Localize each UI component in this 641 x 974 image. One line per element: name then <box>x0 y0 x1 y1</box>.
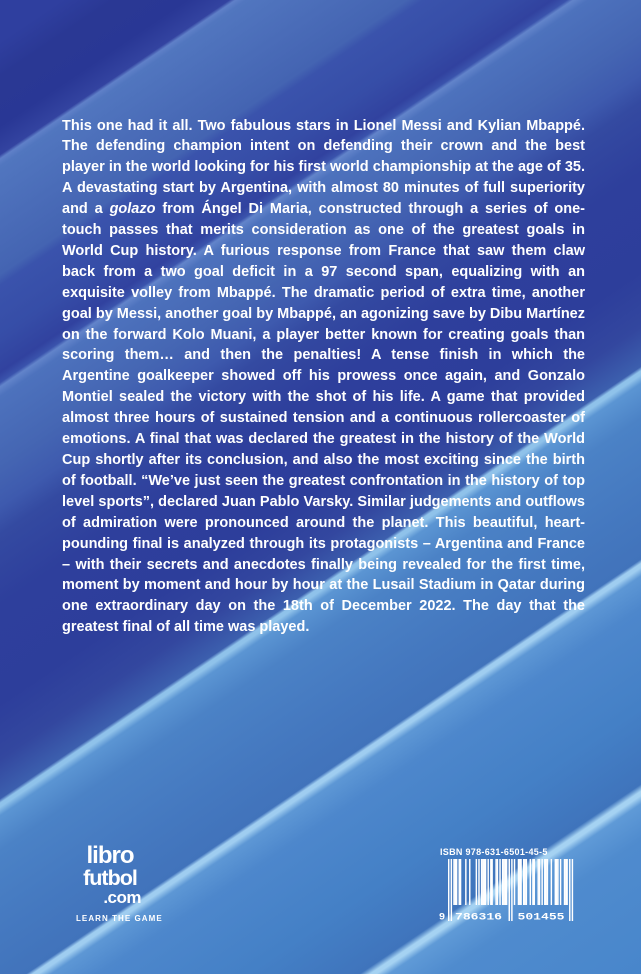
publisher-logo <box>76 842 163 923</box>
synopsis-text: This one had it all. Two fabulous stars in Lionel Messi and Kylian Mbappé. The defending champion intent on defending their crown and the best player in the world looking for his first world championship at the age of 35. A devastating start by Argentina, with almost 80 minutes of full superiority and a golazo from Ángel Di Maria, constructed through a series of one-touch passes that merits consideration as one of the greatest goals in World Cup history. A furious response from France that saw them claw back from a two goal deficit in a 97 second span, equalizing with an exquisite volley from Mbappé. The dramatic period of extra time, another goal by Messi, another goal by Mbappé, an agonizing save by Dibu Martínez on the forward Kolo Muani, a player better known for creating goals than scoring them… and then the penalties! A tense finish in which the Argentine goalkeeper showed off his prowess once again, and Gonzalo Montiel sealed the victory with the shot of his life. A game that provided almost three hours of sustained tension and a continuous rollercoaster of emotions. A final that was declared the greatest in the history of the World Cup shortly after its conclusion, and also the most exciting since the birth of football. “We’ve just seen the greatest confrontation in the history of top level sports”, declared Juan Pablo Varsky. Similar judgements and outflows of admiration were pronounced around the planet. This beautiful, heart-pounding final is analyzed through its protagonists – Argentina and France – with their secrets and anecdotes finally being revealed for the first time, moment by moment and hour by hour at the Lusail Stadium in Qatar during one extraordinary day on the 18th of December 2022. The day that the greatest final of all time was played. <box>62 117 585 636</box>
logo-libro: libro <box>86 842 134 869</box>
barcode-digits-left: 786316 <box>455 911 502 923</box>
barcode-block <box>438 847 574 923</box>
isbn-label: ISBN 978-631-6501-45-5 <box>440 847 548 857</box>
publisher-tagline: LEARN THE GAME <box>76 914 163 923</box>
barcode-digit-first: 9 <box>438 911 446 923</box>
barcode-digits-right: 501455 <box>517 911 565 923</box>
barcode <box>438 859 574 923</box>
logo-futbol: futbol <box>83 866 137 890</box>
logo-com: .com <box>103 888 141 907</box>
